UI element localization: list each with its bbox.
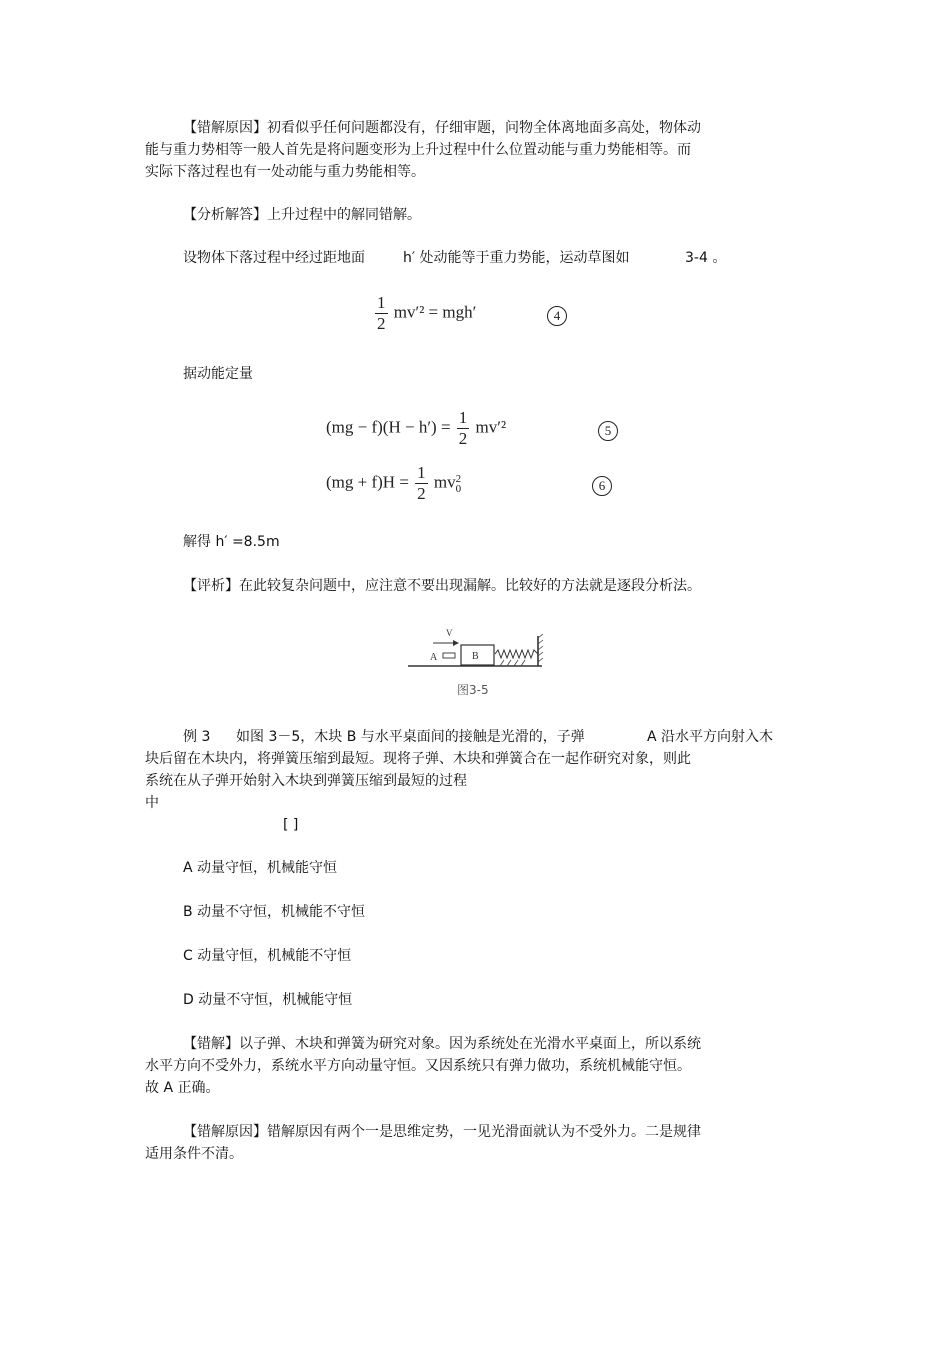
text-line: 中 <box>145 795 159 811</box>
answer-bracket: [ ] <box>283 817 299 833</box>
text-line: 水平方向不受外力，系统水平方向动量守恒。又因系统只有弹力做功，系统机械能守恒。 <box>145 1058 691 1074</box>
text-line: 【错解原因】错解原因有两个一是思维定势，一见光滑面就认为不受外力。二是规律 <box>183 1124 701 1140</box>
table-hatching <box>500 660 525 666</box>
example-label: 例 3 <box>183 729 211 745</box>
option-a: A 动量守恒，机械能守恒 <box>183 860 338 876</box>
bullet-a-label: A <box>430 652 438 663</box>
option-d: D 动量不守恒，机械能守恒 <box>183 992 353 1008</box>
block-b-label: B <box>472 651 479 662</box>
text-line: 故 A 正确。 <box>145 1080 220 1096</box>
text-line: 如图 3－5，木块 B 与水平桌面间的接触是光滑的，子弹 <box>236 729 585 745</box>
equation-marker-6: 6 <box>592 476 612 496</box>
text-line: 适用条件不清。 <box>145 1146 243 1162</box>
fraction: $\frac{1}{2}$ <box>458 408 468 448</box>
text-line: 系统在从子弹开始射入木块到弹簧压缩到最短的过程 <box>145 773 467 789</box>
text-line-5c: 3-4 。 <box>685 250 727 266</box>
text-line-6: 据动能定量 <box>183 366 253 382</box>
text-line-5b: h′ 处动能等于重力势能，运动草图如 <box>403 250 630 266</box>
option-b: B 动量不守恒，机械能不守恒 <box>183 904 366 920</box>
equation-marker-4: 4 <box>547 306 567 326</box>
figure-caption: 图3-5 <box>457 683 489 697</box>
equation-6: (mg + f)H = $\frac{1}{2}$ mv 2 0 <box>326 463 462 503</box>
text-line-5a: 设物体下落过程中经过距地面 <box>183 250 365 266</box>
option-c: C 动量守恒，机械能不守恒 <box>183 948 352 964</box>
equation-4: $\frac{1}{2}$ mv′² = mgh′ <box>377 293 477 333</box>
bullet-a <box>443 653 455 658</box>
velocity-arrowhead <box>453 640 459 646</box>
fraction: $\frac{1}{2}$ <box>417 463 426 503</box>
text-line: 块后留在木块内，将弹簧压缩到最短。现将子弹、木块和弹簧合在一起作研究对象，则此 <box>145 751 691 767</box>
text-line: 【错解原因】初看似乎任何问题都没有，仔细审题，问物全体离地面多高处，物体动 <box>183 120 701 136</box>
text-line: 【错解】以子弹、木块和弹簧为研究对象。因为系统处在光滑水平桌面上，所以系统 <box>183 1036 701 1052</box>
velocity-label: V <box>446 628 453 638</box>
analysis-heading: 【分析解答】上升过程中的解同错解。 <box>183 207 421 223</box>
text-line: 能与重力势相等一般人首先是将问题变形为上升过程中什么位置动能与重力势能相等。而 <box>145 142 691 158</box>
result-line: 解得 h′ =8.5m <box>183 534 280 550</box>
equation-marker-5: 5 <box>598 421 618 441</box>
fraction: $\frac{1}{2}$ <box>377 293 386 333</box>
text-line: A 沿水平方向射入木 <box>647 729 774 745</box>
spring <box>495 650 538 658</box>
comment-line: 【评析】在此较复杂问题中，应注意不要出现漏解。比较好的方法就是逐段分析法。 <box>183 578 701 594</box>
equation-5: (mg − f)(H − h′) = $\frac{1}{2}$ mv′² <box>326 408 507 448</box>
text-line: 实际下落过程也有一处动能与重力势能相等。 <box>145 164 425 180</box>
figure-3-5 <box>405 622 555 704</box>
